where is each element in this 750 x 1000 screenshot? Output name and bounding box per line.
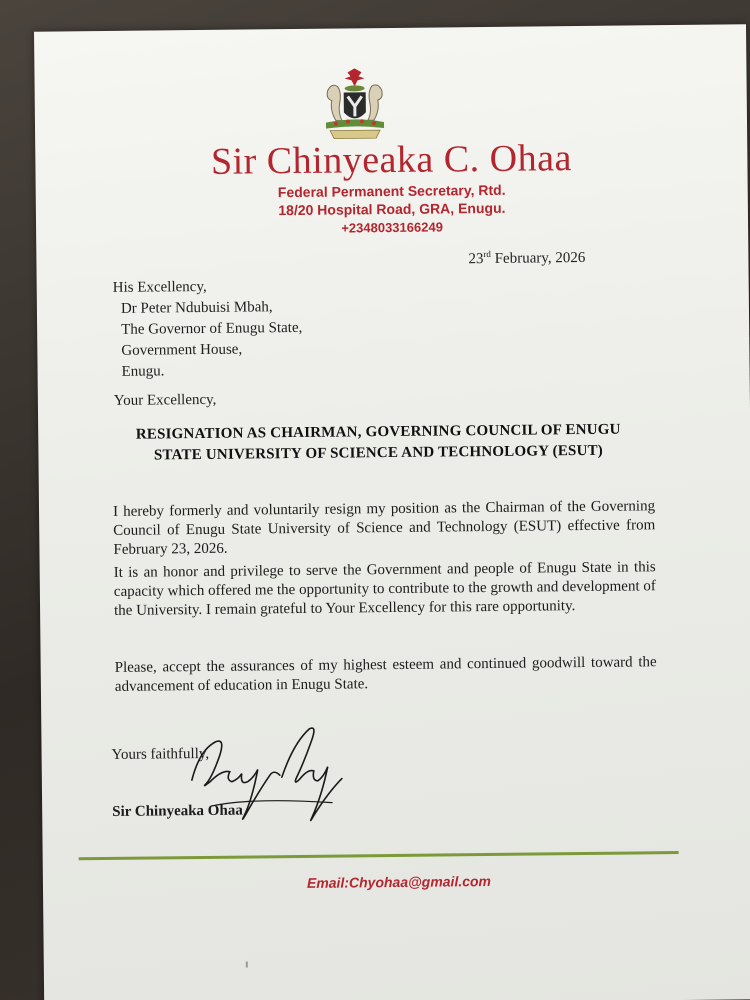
- letter-page: [34, 24, 750, 1000]
- date-rest: February, 2026: [490, 249, 586, 267]
- letterhead-phone: +2348033166249: [341, 219, 443, 236]
- date-day: 23: [468, 251, 484, 268]
- footer-email: Email:Chyohaa@gmail.com: [306, 872, 492, 891]
- subject-line: STATE UNIVERSITY OF SCIENCE AND TECHNOLOGY (ESUT): [153, 442, 604, 464]
- paper-mark: [246, 962, 248, 968]
- coat-of-arms-icon: [317, 68, 392, 141]
- letterhead-title: Federal Permanent Secretary, Rtd.: [277, 181, 506, 201]
- body-paragraph: It is an honor and privilege to serve the Government and people of Enugu State in this capacity which offered me the opportunity to contribute to the growth and development of the University. I remain grateful to Your Excellency for this rare opportunity.: [113, 559, 656, 619]
- body-paragraph: I hereby formerly and voluntarily resign my position as the Chairman of the Governing Council of Enugu State University of Science and Technology (ESUT) effective from February 23, 2026.: [112, 498, 656, 558]
- address-line: The Governor of Enugu State,: [121, 319, 303, 338]
- recipient-address: [113, 276, 303, 383]
- subject-line: RESIGNATION AS CHAIRMAN, GOVERNING COUNCIL OF ENUGU: [135, 421, 621, 443]
- salutation: Your Excellency,: [113, 391, 217, 409]
- letterhead-name: Sir Chinyeaka C. Ohaa: [210, 137, 573, 183]
- address-line: Enugu.: [121, 363, 165, 380]
- closing-phrase: Yours faithfully,: [111, 745, 210, 763]
- address-line: Dr Peter Ndubuisi Mbah,: [120, 299, 273, 317]
- address-line: Government House,: [121, 341, 243, 359]
- letter-date: [468, 248, 585, 268]
- letterhead-address: 18/20 Hospital Road, GRA, Enugu.: [278, 199, 506, 219]
- footer-divider: [79, 851, 679, 860]
- signer-name: Sir Chinyeaka Ohaa: [112, 802, 243, 820]
- body-paragraph: Please, accept the assurances of my highest esteem and continued goodwill toward the advancement of education in Enugu State.: [114, 654, 657, 695]
- date-suffix: rd: [483, 248, 491, 260]
- address-line: His Excellency,: [112, 278, 207, 296]
- subject-heading: [118, 419, 638, 466]
